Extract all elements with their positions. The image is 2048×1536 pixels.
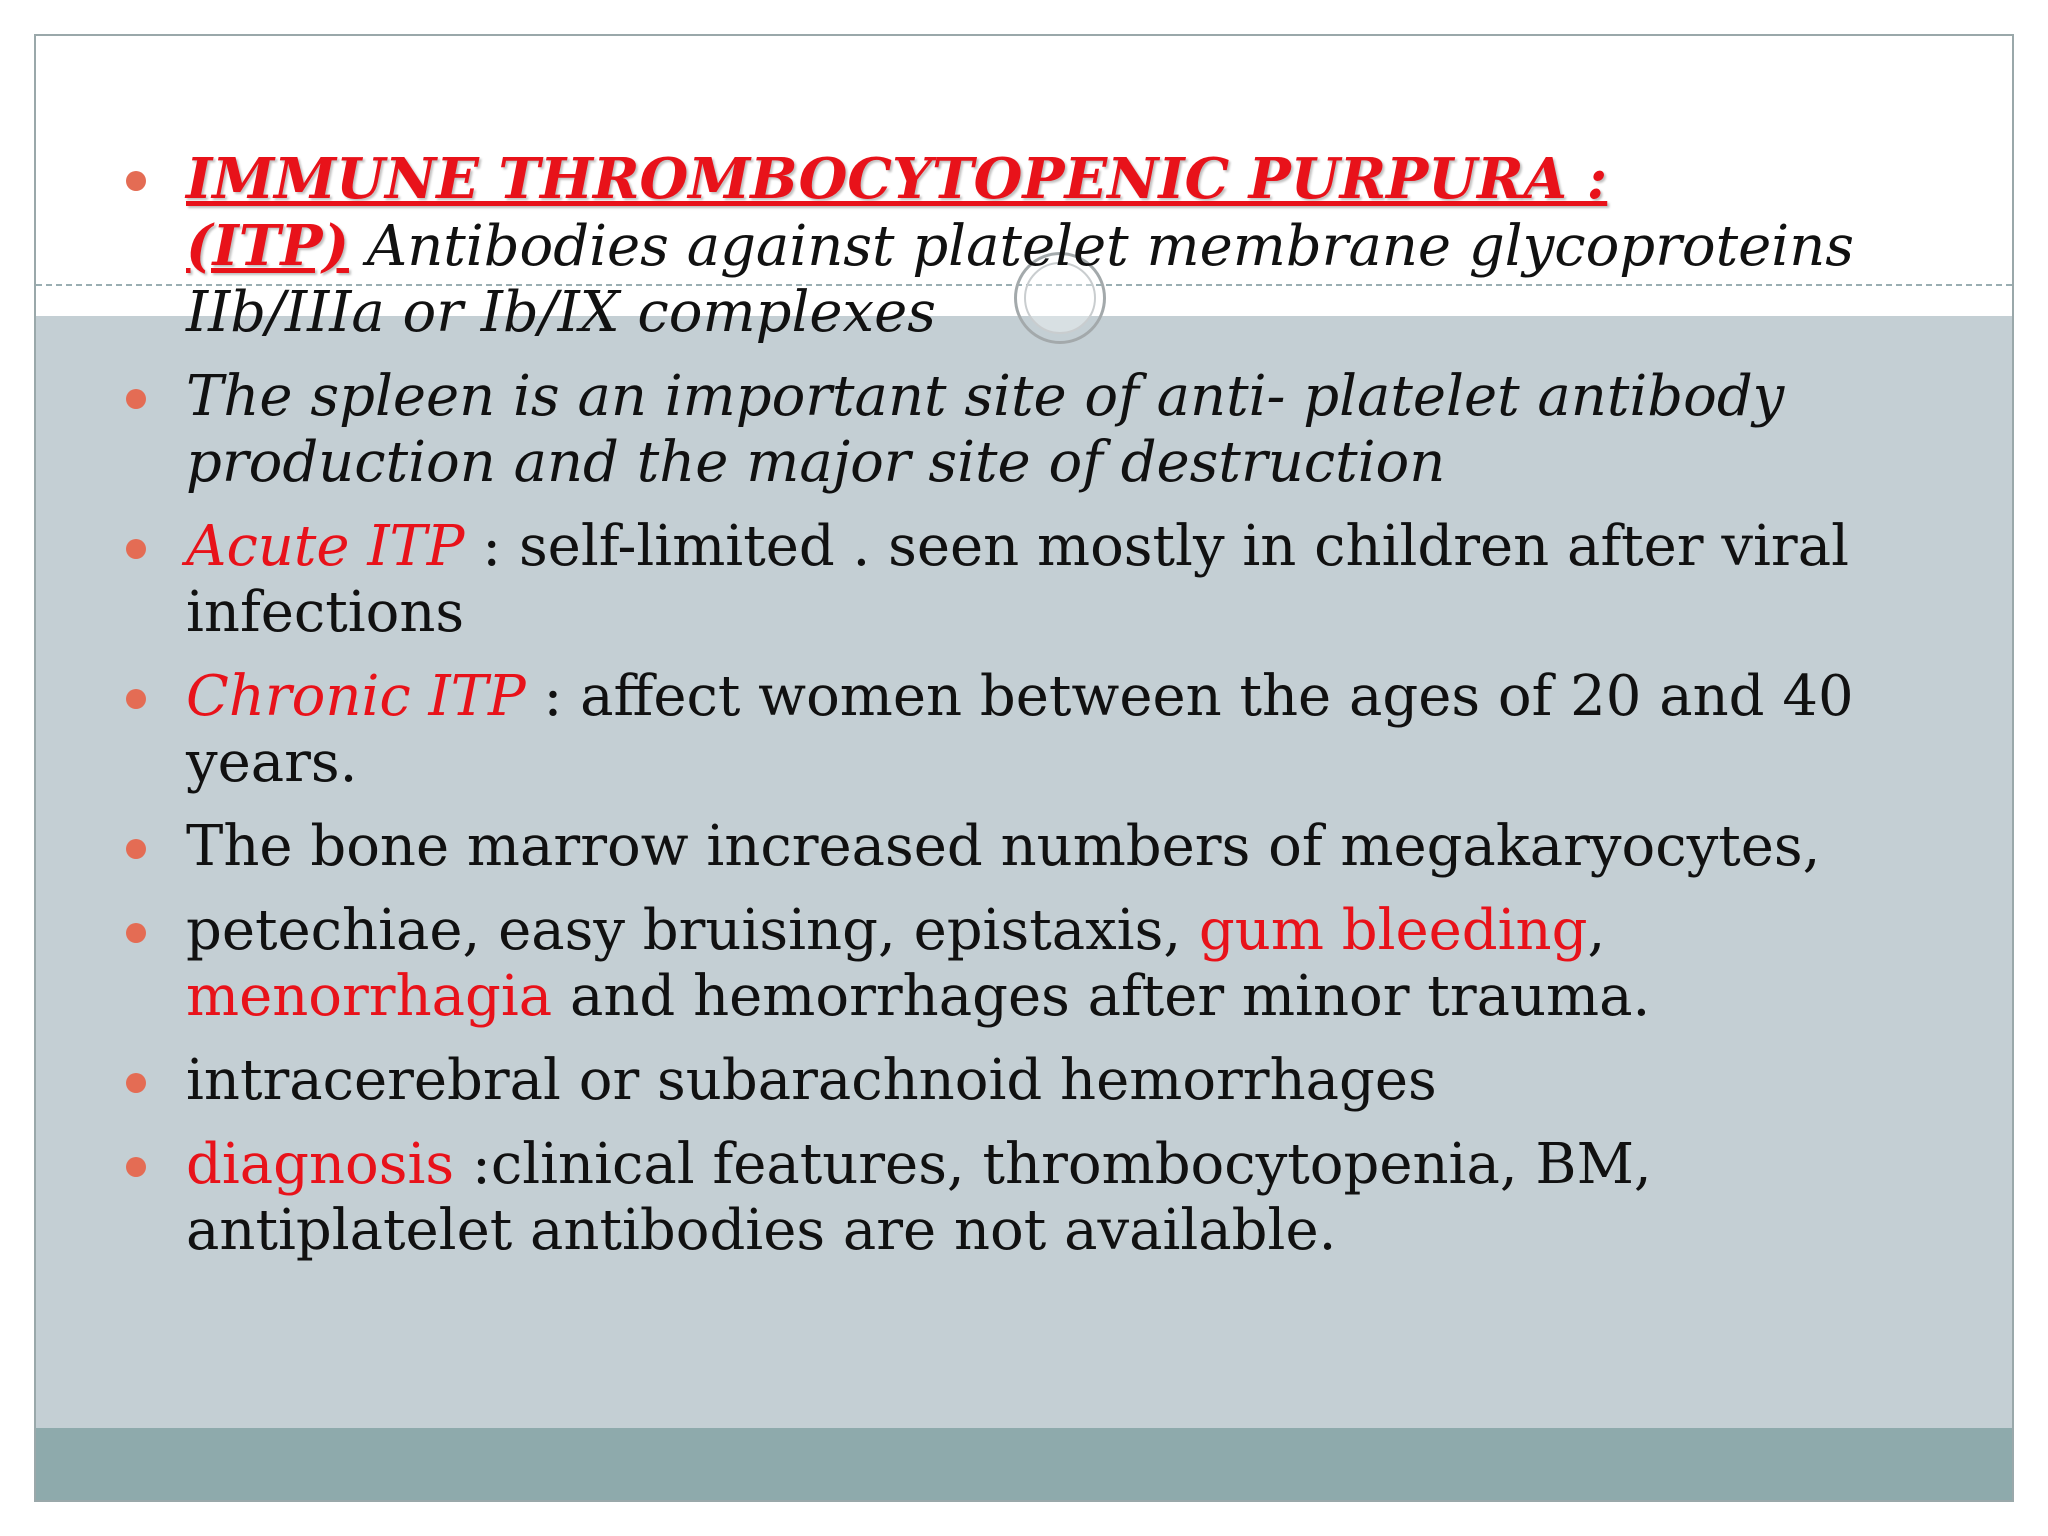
spleen-text: The spleen is an important site of anti- platelet antibody production and the major site of destruction xyxy=(186,364,1785,495)
bullet-itp-definition xyxy=(116,146,1946,346)
bullet-dot-icon xyxy=(126,1073,146,1093)
itp-heading: IMMUNE THROMBOCYTOPENIC PURPURA : xyxy=(186,146,1608,212)
bone-marrow-text: The bone marrow increased numbers of megakaryocytes, xyxy=(186,814,1821,879)
symptoms-text-b: , xyxy=(1587,898,1606,963)
bullet-list xyxy=(116,146,1946,1282)
bullet-chronic-itp xyxy=(116,664,1946,796)
bullet-acute-itp xyxy=(116,514,1946,646)
bullet-diagnosis xyxy=(116,1132,1946,1264)
footer-band xyxy=(36,1428,2012,1500)
bullet-symptoms xyxy=(116,898,1946,1030)
bullet-spleen xyxy=(116,364,1946,496)
gum-bleeding-term: gum bleeding xyxy=(1198,898,1588,963)
diagnosis-text: :clinical features, thrombocytopenia, BM, antiplatelet antibodies are not available. xyxy=(186,1132,1652,1263)
bullet-bone-marrow xyxy=(116,814,1946,880)
menorrhagia-term: menorrhagia xyxy=(186,964,553,1029)
bullet-dot-icon xyxy=(126,539,146,559)
symptoms-text-c: and hemorrhages after minor trauma. xyxy=(552,964,1651,1029)
diagnosis-label: diagnosis xyxy=(186,1132,455,1197)
bullet-dot-icon xyxy=(126,1157,146,1177)
bullet-dot-icon xyxy=(126,923,146,943)
itp-definition-text: Antibodies against platelet membrane glycoproteins IIb/IIIa or Ib/IX complexes xyxy=(186,214,1854,345)
itp-heading-abbrev: (ITP) xyxy=(186,213,349,279)
chronic-itp-label: Chronic ITP xyxy=(186,664,526,729)
symptoms-text-a: petechiae, easy bruising, epistaxis, xyxy=(186,898,1199,963)
bullet-hemorrhages xyxy=(116,1048,1946,1114)
acute-itp-label: Acute ITP xyxy=(186,514,465,579)
bullet-dot-icon xyxy=(126,839,146,859)
chronic-itp-text: : affect women between the ages of 20 and 40 years. xyxy=(186,664,1854,795)
bullet-dot-icon xyxy=(126,171,146,191)
acute-itp-text: : self-limited . seen mostly in children after viral infections xyxy=(186,514,1849,645)
hemorrhages-text: intracerebral or subarachnoid hemorrhages xyxy=(186,1048,1437,1113)
bullet-dot-icon xyxy=(126,389,146,409)
bullet-dot-icon xyxy=(126,689,146,709)
